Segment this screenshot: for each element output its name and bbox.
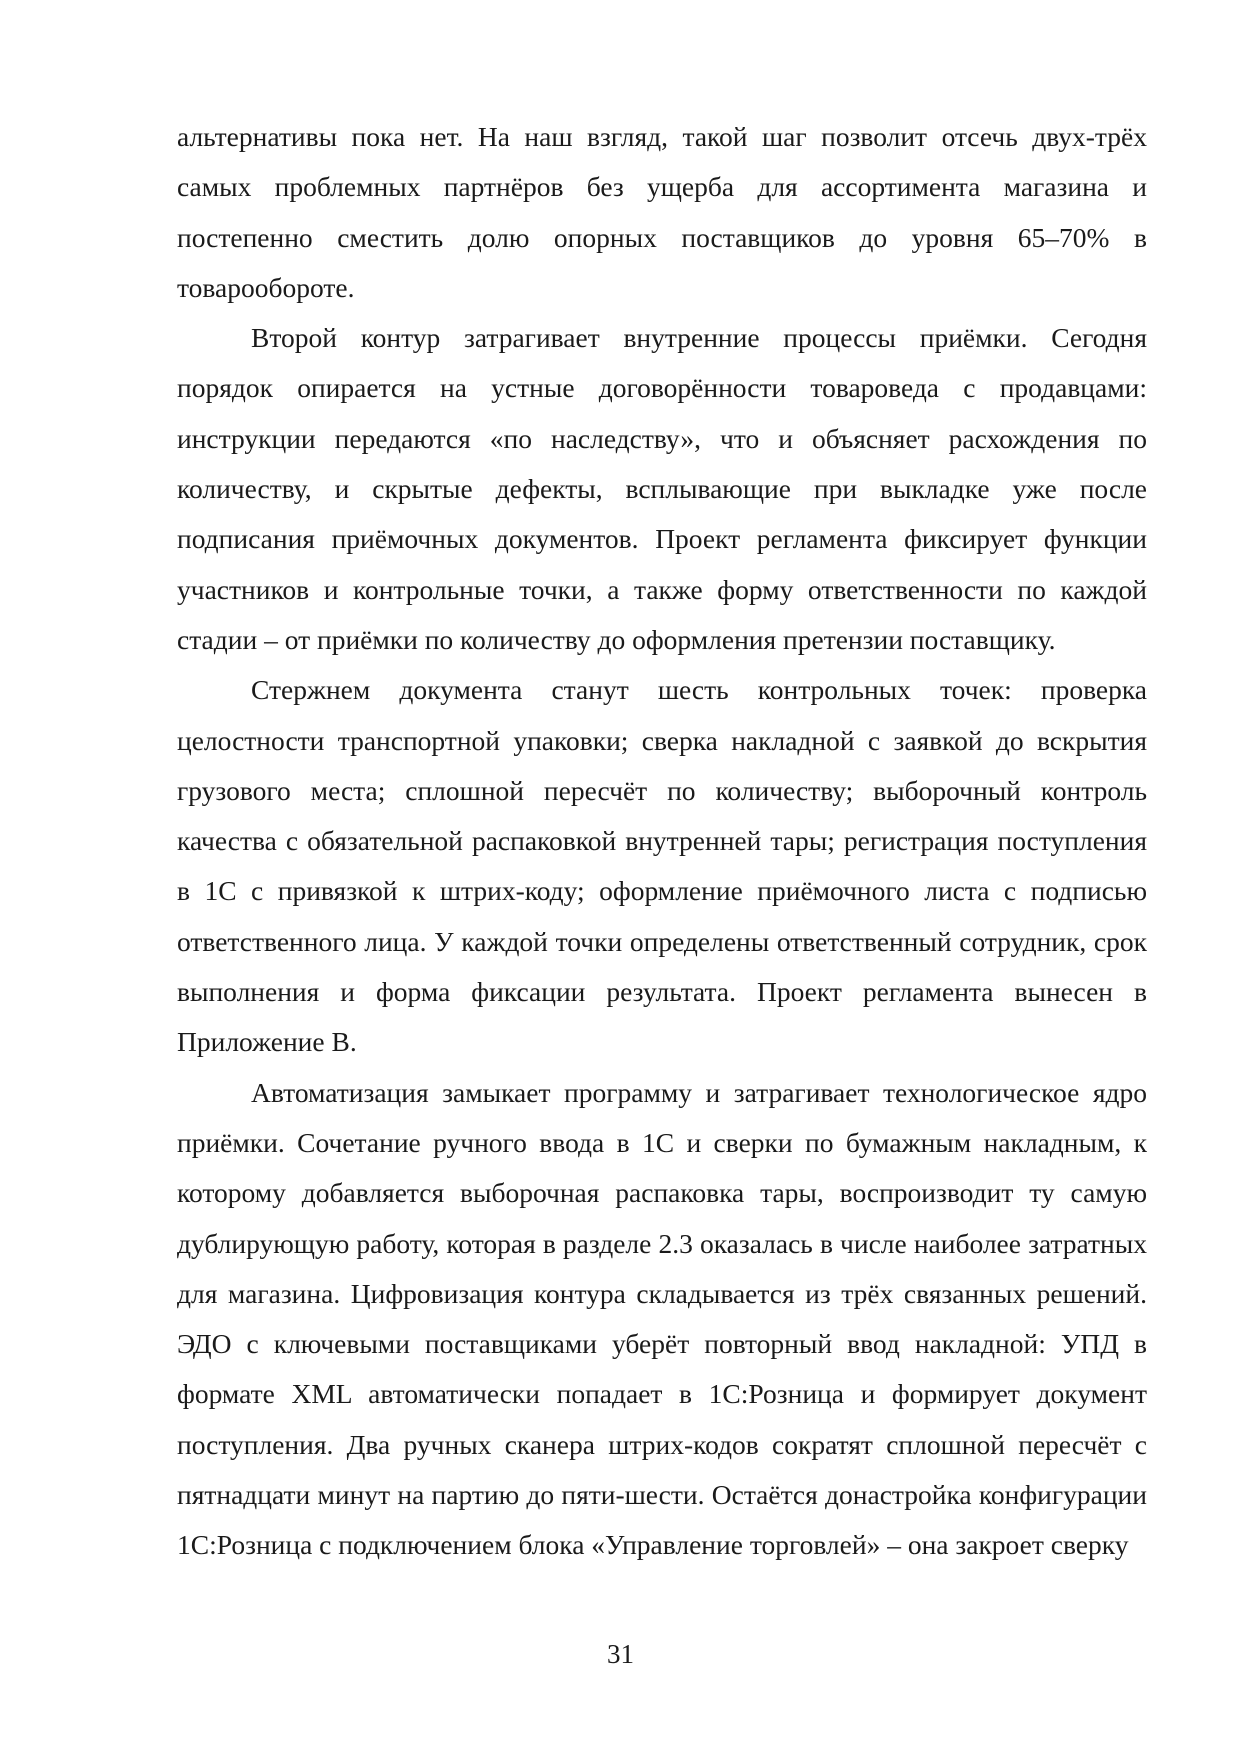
body-text [177, 112, 1147, 1571]
paragraph-continuation: альтернативы пока нет. На наш взгляд, такой шаг позволит отсечь двух-трёх самых проблемных партнёров без ущерба для ассортимента магазина и постепенно сместить долю опорных поставщиков до уровня 65–70% в товарообороте. [177, 121, 1147, 303]
page-number: 31 [607, 1639, 634, 1669]
paragraph-second-contour: Второй контур затрагивает внутренние процессы приёмки. Сегодня порядок опирается на устные договорённости товароведа с продавцами: инструкции передаются «по наследству», что и объясняет расхождения по количеству, и скрытые дефекты, всплывающие при выкладке уже после подписания приёмочных документов. Проект регламента фиксирует функции участников и контрольные точки, а также форму ответственности по каждой стадии – от приёмки по количеству до оформления претензии поставщику. [177, 322, 1147, 655]
paragraph-automation: Автоматизация замыкает программу и затрагивает технологическое ядро приёмки. Сочетание ручного ввода в 1С и сверки по бумажным накладным, к которому добавляется выборочная распаковка тары, воспроизводит ту самую дублирующую работу, которая в разделе 2.3 оказалась в числе наиболее затратных для магазина. Цифровизация контура складывается из трёх связанных решений. ЭДО с ключевыми поставщиками уберёт повторный ввод накладной: УПД в формате XML автоматически попадает в 1С:Розница и формирует документ поступления. Два ручных сканера штрих-кодов сократят сплошной пересчёт с пятнадцати минут на партию до пяти-шести. Остаётся донастройка конфигурации 1С:Розница с подключением блока «Управление торговлей» – она закроет сверку [177, 1076, 1147, 1561]
paragraph-control-points: Стержнем документа станут шесть контрольных точек: проверка целостности транспортной упаковки; сверка накладной с заявкой до вскрытия грузового места; сплошной пересчёт по количеству; выборочный контроль качества с обязательной распаковкой внутренней тары; регистрация поступления в 1С с привязкой к штрих-коду; оформление приёмочного листа с подписью ответственного лица. У каждой точки определены ответственный сотрудник, срок выполнения и форма фиксации результата. Проект регламента вынесен в Приложение В. [177, 674, 1147, 1058]
